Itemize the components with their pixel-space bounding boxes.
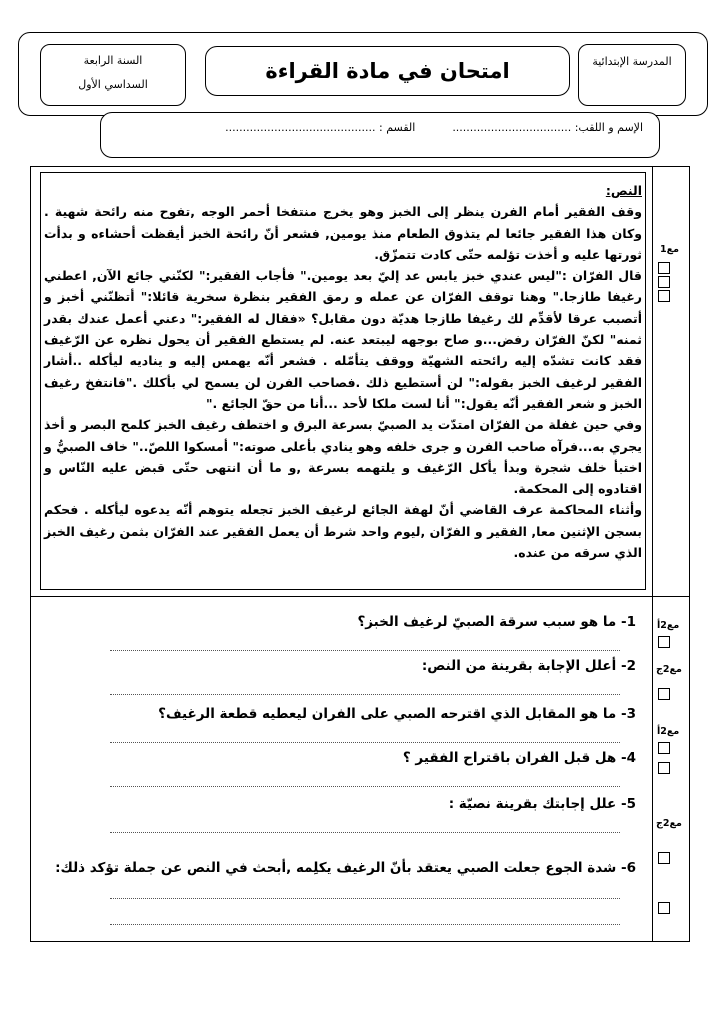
question-4: 4- هل قبل الفران باقتراح الفقير ؟: [402, 750, 636, 766]
criterion-2a-label: مع2أ: [657, 620, 680, 631]
criterion-2a-checkbox[interactable]: [658, 636, 670, 648]
name-field[interactable]: ..................................: [452, 121, 572, 134]
answer-line-6b[interactable]: [110, 924, 620, 925]
section-divider: [30, 596, 690, 597]
semester-label: السداسي الأول: [78, 78, 148, 91]
question-2: 2- أعلل الإجابة بقرينة من النص:: [421, 658, 636, 674]
answer-line-1[interactable]: [110, 650, 620, 651]
answer-line-4[interactable]: [110, 786, 620, 787]
criterion-1-checkbox-2[interactable]: [658, 276, 670, 288]
answer-line-2[interactable]: [110, 694, 620, 695]
answer-line-3[interactable]: [110, 742, 620, 743]
student-info-box: [100, 112, 660, 158]
criterion-2b-label: مع2ج: [656, 664, 682, 675]
criterion-2a-2-checkbox-1[interactable]: [658, 742, 670, 754]
criterion-1-checkbox-3[interactable]: [658, 290, 670, 302]
criterion-2b-2-checkbox-1[interactable]: [658, 852, 670, 864]
criterion-2b-2-label: مع2ج: [656, 818, 682, 829]
answer-line-5[interactable]: [110, 832, 620, 833]
answer-line-6a[interactable]: [110, 898, 620, 899]
criterion-1-label: مع1: [660, 244, 679, 255]
passage-title: النص:: [605, 183, 642, 198]
margin-divider: [652, 166, 653, 942]
passage-paragraph-4: وأثناء المحاكمة عرف القاضي أنّ لهفة الجائع لرغيف الخبز تجعله يتوهم أنّه يدعوه ليأكله . فحكم بسجن الإثنين معا, الفقير و الفرّان ,ليوم واحد شرط أن يعمل الفقير عند الفرّان بثمن رغيف الخبز الذي سرقه من عنده.: [44, 502, 642, 561]
question-5: 5- علل إجابتك بقرينة نصيّة :: [448, 796, 636, 812]
passage: [44, 180, 642, 563]
criterion-2b-2-checkbox-2[interactable]: [658, 902, 670, 914]
passage-paragraph-2: قال الفرّان :"ليس عندي خبز يابس عد إليّ بعد يومين." فأجاب الفقير:" لكنّني جائع الآن, اعطني رغيفا طازجا." وهنا توقف الفرّان عن عمله و رمق الفقير بنظرة سخرية قائلا:" أتظنّني أخبز و أتصبب عرقا لأقدِّم لك رغيفا طازجا هديّة دون مقابل؟ «فقال له الفقير:" دعني أعمل عندك بقدر ثمنه" لكنّ الفرّان رفض...و صاح بوجهه ليبتعد عنه. لم يستطع الفقير أن يحول نظره عن الرّغيف فقد كانت تشدّه إليه رائحته الشهيّة ووقف يتأمّله . فشعر أنّه يهمس إليه و يناديه ليأكله ..أشار الفقير لرغيف الخبز بقوله:" لن أستطيع ذلك .فصاحب الفرن لن يسمح لي بأكلك ."فانتفخ رغيف الخبز و شعر الفقير أنّه يقول:" أنا لست ملكا لأحد ...أنا من حقّ الجائع .": [44, 268, 642, 411]
exam-title-box: [205, 46, 570, 96]
question-3: 3- ما هو المقابل الذي اقترحه الصبي على الفران ليعطيه قطعة الرغيف؟: [158, 706, 636, 722]
year-label: السنة الرابعة: [83, 54, 143, 67]
passage-paragraph-1: وقف الفقير أمام الفرن ينظر إلى الخبز وهو يخرج منتفخا أحمر الوجه ,تفوح منه رائحة شهية . وكان هذا الفقير جائعا لم يتذوق الطعام منذ يومين, فشعر أنّ رائحة الخبز أيقظت أحشاءه و بدأت ثورتها عليه و أخذت تؤلمه حتّى كادت تتمزّق.: [44, 204, 642, 262]
criterion-2a-2-checkbox-2[interactable]: [658, 762, 670, 774]
criterion-2a-2-label: مع2أ: [657, 726, 680, 737]
name-label: الإسم و اللقب:: [574, 121, 643, 134]
exam-title: امتحان في مادة القراءة: [265, 59, 510, 83]
question-6: 6- شدة الجوع جعلت الصبي يعتقد بأنّ الرغيف يكلِمه ,أبحث في النص عن جملة تؤكد ذلك:: [55, 860, 636, 876]
passage-paragraph-3: وفي حين غفلة من الفرّان امتدّت يد الصبيّ بسرعة البرق و اختطف رغيف الخبز كلمح البصر و أخذ يجري به...فرآه صاحب الفرن و جرى خلفه وهو ينادي بأعلى صوته:" أمسكوا اللصّ.." خاف الصبيُّ و اختبأ خلف شجرة وبدأ يأكل الرّغيف و يلتهمه بسرعة ,و ما أن انتهى حتّى قبض عليه النّاس و اقتادوه إلى المحكمة.: [44, 417, 642, 497]
question-1: 1- ما هو سبب سرقة الصبيّ لرغيف الخبز؟: [357, 614, 636, 630]
criterion-2b-checkbox[interactable]: [658, 688, 670, 700]
school-label: المدرسة الإبتدائية: [592, 55, 672, 68]
class-field[interactable]: ...........................................: [225, 121, 376, 134]
level-box: [40, 44, 186, 106]
school-box: [578, 44, 686, 106]
class-label: القسم :: [379, 121, 416, 134]
criterion-1-checkbox-1[interactable]: [658, 262, 670, 274]
